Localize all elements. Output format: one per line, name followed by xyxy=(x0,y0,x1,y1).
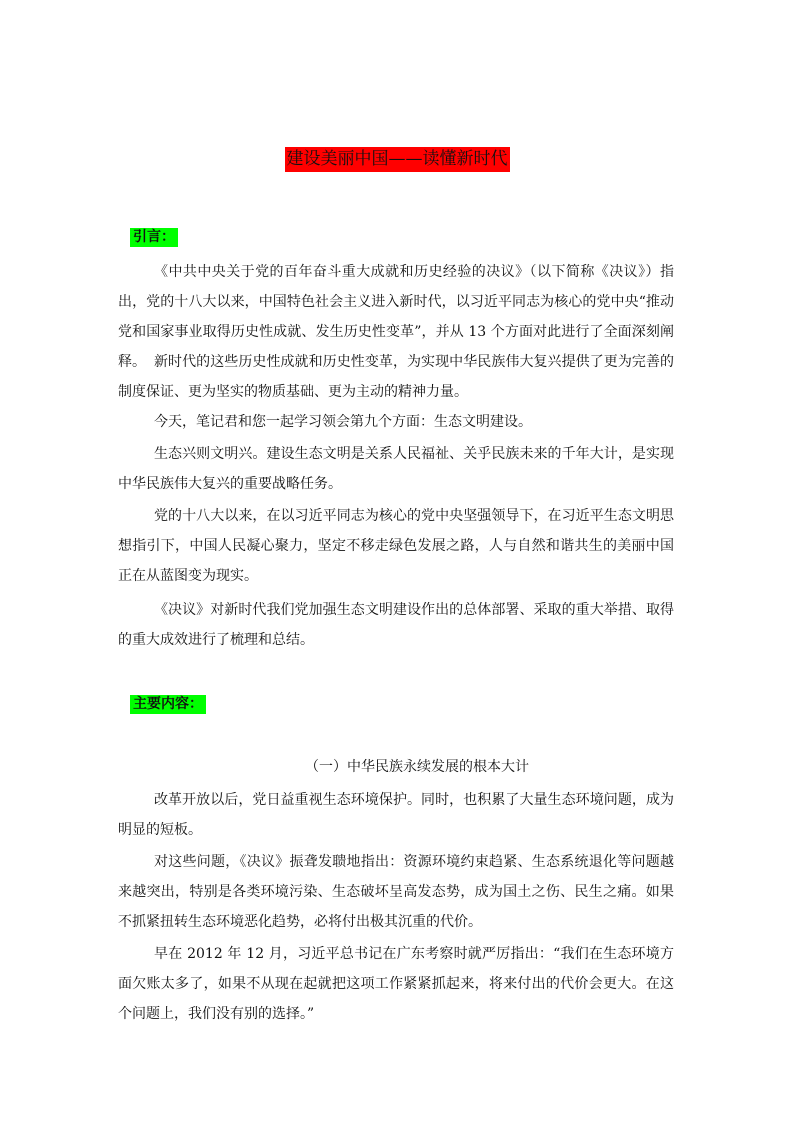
main-paragraph-1: 改革开放以后，党日益重视生态环境保护。同时，也积累了大量生态环境问题，成为明显的短板。 xyxy=(118,792,674,838)
main-content-label: 主要内容： xyxy=(130,695,206,714)
main-paragraph-3: 早在 2012 年 12 月，习近平总书记在广东考察时就严厉指出：“我们在生态环境方面欠账太多了，如果不从现在起就把这项工作紧紧抓起来，将来付出的代价会更大。在这个问题上，我们没有别的选择。” xyxy=(118,946,674,1022)
intro-paragraph-2: 新时代的这些历史性成就和历史性变革，为实现中华民族伟大复兴提供了更为完善的制度保证、更为坚实的物质基础、更为主动的精神力量。 xyxy=(118,354,674,400)
intro-paragraph-4: 生态兴则文明兴。建设生态文明是关系人民福祉、关乎民族未来的千年大计，是实现中华民族伟大复兴的重要战略任务。 xyxy=(118,446,674,492)
main-paragraph-2: 对这些问题，《决议》振聋发聩地指出：资源环境约束趋紧、生态系统退化等问题越来越突出，特别是各类环境污染、生态破坏呈高发态势，成为国土之伤、民生之痛。如果不抓紧扭转生态环境恶化趋势，必将付出极其沉重的代价。 xyxy=(118,854,674,930)
intro-paragraph-3: 今天，笔记君和您一起学习领会第九个方面：生态文明建设。 xyxy=(154,414,532,430)
title-container xyxy=(0,147,794,172)
intro-label: 引言： xyxy=(130,228,178,247)
section-heading: （一）中华民族永续发展的根本大计 xyxy=(305,759,529,775)
intro-paragraph-6: 《决议》对新时代我们党加强生态文明建设作出的总体部署、采取的重大举措、取得的重大成效进行了梳理和总结。 xyxy=(118,602,674,648)
document-title: 建设美丽中国——读懂新时代 xyxy=(285,147,510,172)
intro-paragraph-5: 党的十八大以来，在以习近平同志为核心的党中央坚强领导下，在习近平生态文明思想指引下，中国人民凝心聚力，坚定不移走绿色发展之路，人与自然和谐共生的美丽中国正在从蓝图变为现实。 xyxy=(118,508,674,584)
intro-paragraph-1: 《中共中央关于党的百年奋斗重大成就和历史经验的决议》（以下简称《决议》）指出，党的十八大以来，中国特色社会主义进入新时代，以习近平同志为核心的党中央“推动党和国家事业取得历史性成就、发生历史性变革”，并从 13 个方面对此进行了全面深刻阐释。 xyxy=(118,264,674,370)
